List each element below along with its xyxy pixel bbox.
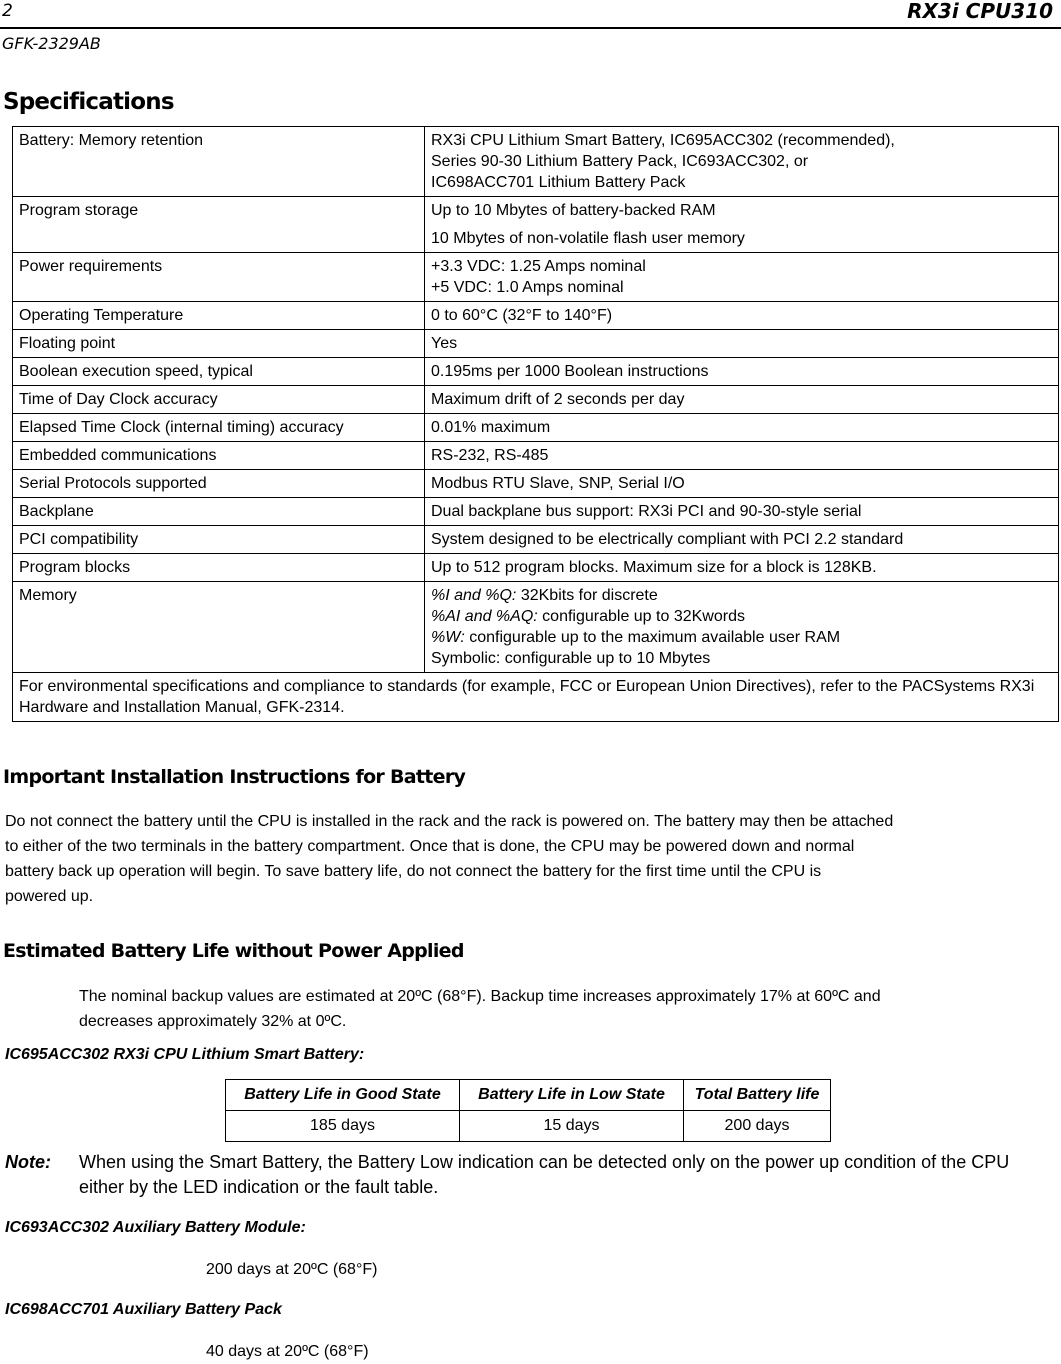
paragraph-line: to either of the two terminals in the battery compartment. Once that is done, the CPU may be powered down and normal (5, 838, 855, 855)
spec-value: Maximum drift of 2 seconds per day (425, 386, 1059, 414)
table-row (226, 1111, 831, 1142)
spec-label: Backplane (13, 498, 425, 526)
spec-value-line: Up to 10 Mbytes of battery-backed RAM (431, 202, 716, 219)
table-cell: 200 days (684, 1111, 831, 1142)
paragraph-line: battery back up operation will begin. To save battery life, do not connect the battery for the first time until the CPU is (5, 863, 822, 880)
spec-label: Operating Temperature (13, 302, 425, 330)
specifications-heading: Specifications (3, 89, 174, 115)
table-cell: 185 days (226, 1111, 460, 1142)
memory-text: configurable up to 32Kwords (537, 608, 745, 625)
battery-life-table (225, 1079, 831, 1142)
table-row (13, 582, 1059, 673)
column-header: Total Battery life (684, 1080, 831, 1111)
spec-label: Elapsed Time Clock (internal timing) accuracy (13, 414, 425, 442)
page-number: 2 (2, 1, 13, 21)
spec-label: PCI compatibility (13, 526, 425, 554)
aux-pack-title: IC698ACC701 Auxiliary Battery Pack (5, 1301, 282, 1318)
spec-label: Program blocks (13, 554, 425, 582)
spec-value (425, 127, 1059, 197)
spec-value: Dual backplane bus support: RX3i PCI and 90-30-style serial (425, 498, 1059, 526)
memory-text: 32Kbits for discrete (516, 587, 658, 604)
column-header: Battery Life in Low State (460, 1080, 684, 1111)
paragraph-line: Do not connect the battery until the CPU is installed in the rack and the rack is powered on. The battery may then be attached (5, 813, 894, 830)
environmental-note: For environmental specifications and compliance to standards (for example, FCC or European Union Directives), refer to the PACSystems RX3i Hardware and Installation Manual, GFK-2314. (13, 673, 1059, 722)
smart-battery-title: IC695ACC302 RX3i CPU Lithium Smart Battery: (5, 1046, 365, 1063)
spec-value (425, 253, 1059, 302)
paragraph-line: decreases approximately 32% at 0ºC. (79, 1013, 347, 1030)
spec-value-line: Series 90-30 Lithium Battery Pack, IC693ACC302, or (431, 153, 809, 170)
spec-value: 0 to 60°C (32°F to 140°F) (425, 302, 1059, 330)
spec-label: Boolean execution speed, typical (13, 358, 425, 386)
table-row (13, 253, 1059, 302)
memory-term: %I and %Q: (431, 587, 517, 604)
spec-value: Up to 512 program blocks. Maximum size for a block is 128KB. (425, 554, 1059, 582)
table-row (13, 414, 1059, 442)
aux-pack-value: 40 days at 20ºC (68°F) (206, 1343, 369, 1360)
spec-value-line: +3.3 VDC: 1.25 Amps nominal (431, 258, 646, 275)
aux-module-value: 200 days at 20ºC (68°F) (206, 1261, 378, 1278)
table-row (13, 498, 1059, 526)
spec-value: 0.01% maximum (425, 414, 1059, 442)
memory-line (431, 585, 1052, 606)
table-row (13, 197, 1059, 253)
spec-label: Embedded communications (13, 442, 425, 470)
spec-label: Battery: Memory retention (13, 127, 425, 197)
spec-label: Serial Protocols supported (13, 470, 425, 498)
table-header-row (226, 1080, 831, 1111)
table-row (13, 470, 1059, 498)
spec-value-line: +5 VDC: 1.0 Amps nominal (431, 279, 624, 296)
battery-life-intro (79, 984, 1054, 1034)
column-header: Battery Life in Good State (226, 1080, 460, 1111)
memory-term: %AI and %AQ: (431, 608, 538, 625)
spec-label: Power requirements (13, 253, 425, 302)
spec-value-line: IC698ACC701 Lithium Battery Pack (431, 174, 686, 191)
spec-value: System designed to be electrically compliant with PCI 2.2 standard (425, 526, 1059, 554)
header-rule (0, 27, 1061, 29)
table-row (13, 358, 1059, 386)
document-code: GFK-2329AB (2, 34, 101, 53)
specifications-table (12, 126, 1059, 722)
note-text: When using the Smart Battery, the Battery Low indication can be detected only on the power up condition of the CPU either by the LED indication or the fault table. (79, 1152, 1010, 1197)
memory-line (431, 648, 1052, 669)
table-cell: 15 days (460, 1111, 684, 1142)
memory-text: configurable up to the maximum available user RAM (464, 629, 841, 646)
aux-module-title: IC693ACC302 Auxiliary Battery Module: (5, 1219, 306, 1236)
spec-value: Modbus RTU Slave, SNP, Serial I/O (425, 470, 1059, 498)
memory-line (431, 627, 1052, 648)
spec-label: Memory (13, 582, 425, 673)
table-row (13, 127, 1059, 197)
paragraph-line: powered up. (5, 888, 94, 905)
paragraph-line: The nominal backup values are estimated at 20ºC (68°F). Backup time increases approximately 17% at 60ºC and (79, 988, 881, 1005)
memory-line (431, 606, 1052, 627)
spec-value-line: RX3i CPU Lithium Smart Battery, IC695ACC302 (recommended), (431, 132, 895, 149)
table-row (13, 330, 1059, 358)
memory-term: %W: (431, 629, 465, 646)
spec-value: 0.195ms per 1000 Boolean instructions (425, 358, 1059, 386)
installation-heading: Important Installation Instructions for Battery (3, 766, 466, 788)
spec-value-line: 10 Mbytes of non-volatile flash user memory (431, 230, 745, 247)
spec-value (425, 197, 1059, 253)
table-row (13, 302, 1059, 330)
spec-label: Time of Day Clock accuracy (13, 386, 425, 414)
note-label: Note: (5, 1152, 51, 1172)
spec-value: RS-232, RS-485 (425, 442, 1059, 470)
table-row (13, 554, 1059, 582)
spec-label: Program storage (13, 197, 425, 253)
memory-text: Symbolic: configurable up to 10 Mbytes (431, 650, 711, 667)
table-row (13, 673, 1059, 722)
table-row (13, 526, 1059, 554)
table-row (13, 386, 1059, 414)
spec-value (425, 582, 1059, 673)
spec-label: Floating point (13, 330, 425, 358)
battery-life-heading: Estimated Battery Life without Power Applied (3, 940, 464, 962)
table-row (13, 442, 1059, 470)
document-title: RX3i CPU310 (907, 0, 1053, 23)
spec-value: Yes (425, 330, 1059, 358)
installation-paragraph (5, 809, 1055, 909)
